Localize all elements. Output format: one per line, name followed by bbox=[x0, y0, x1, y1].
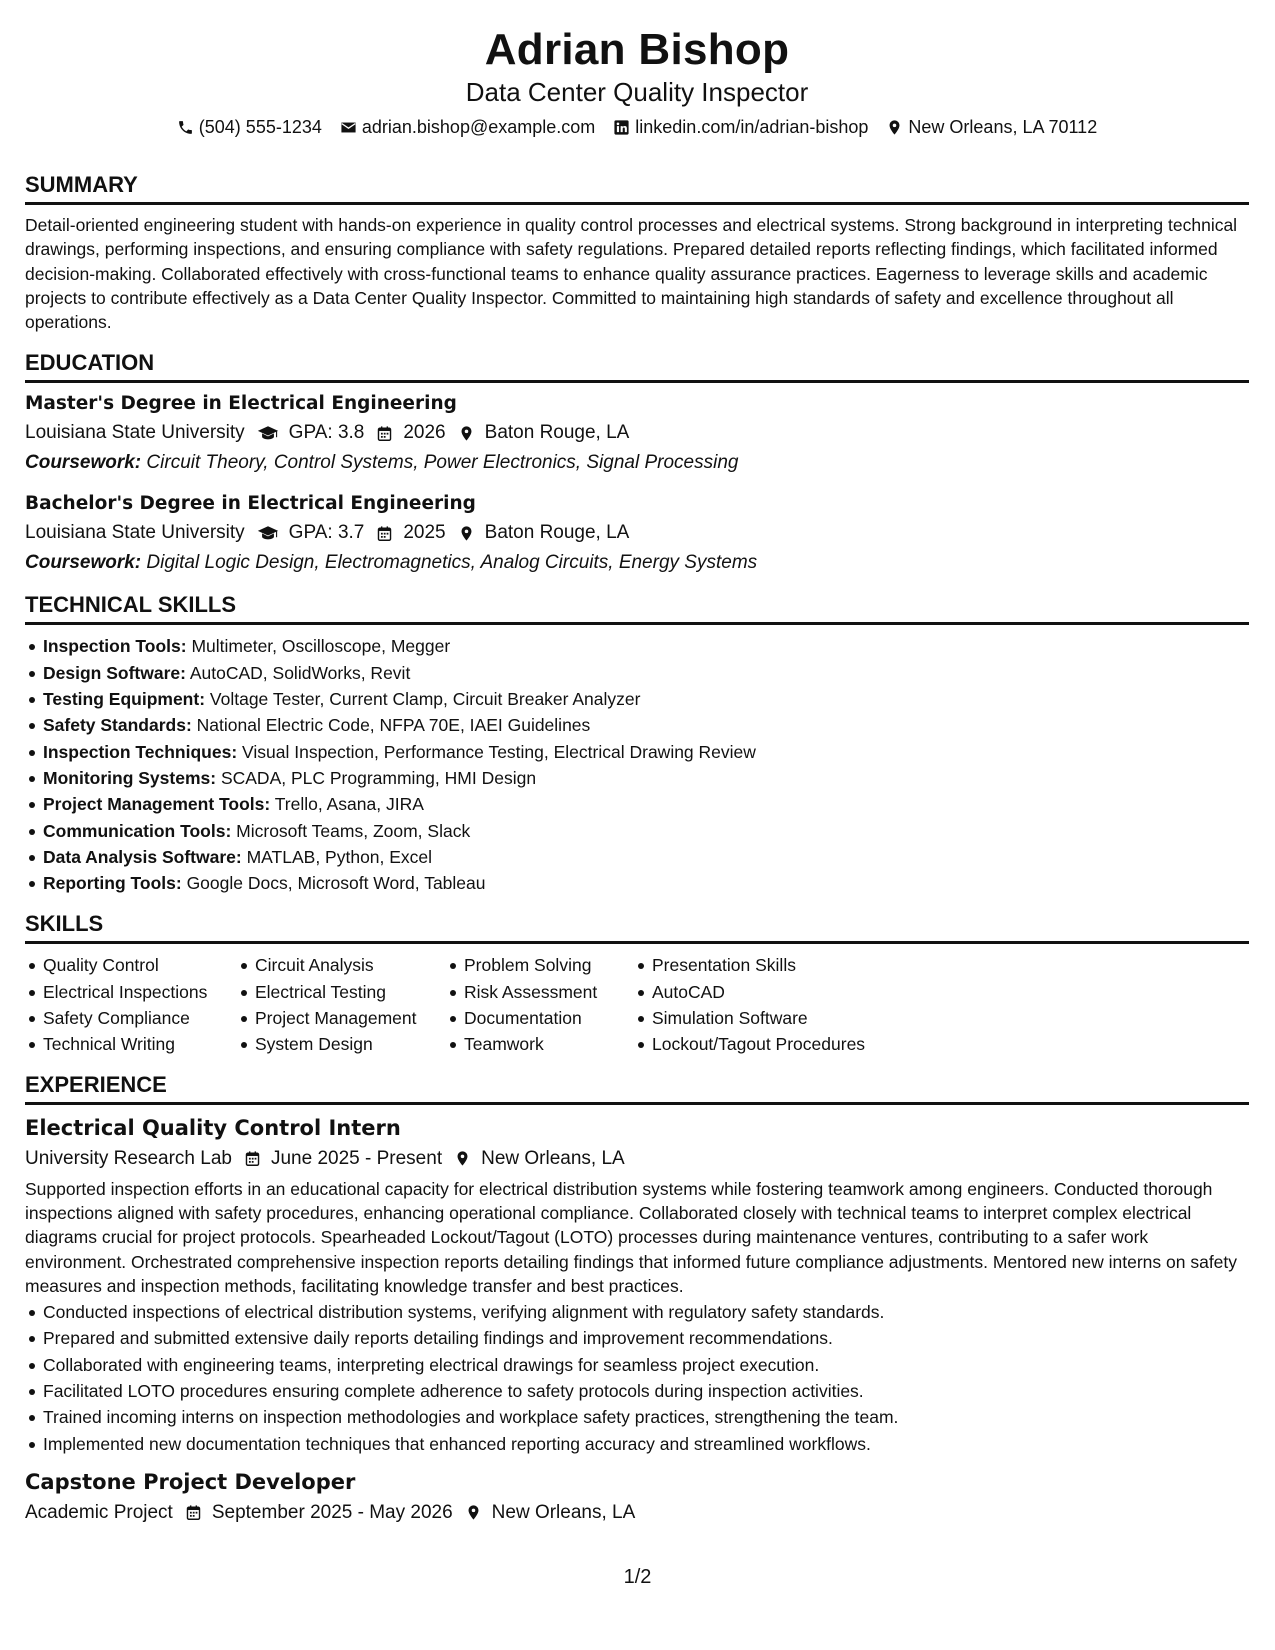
list-item: Risk Assessment bbox=[446, 979, 634, 1005]
school-location: Baton Rouge, LA bbox=[484, 422, 630, 444]
summary-section bbox=[25, 171, 1249, 334]
job-location: New Orleans, LA bbox=[481, 1147, 625, 1169]
list-item: Presentation Skills bbox=[634, 952, 914, 978]
job-meta bbox=[25, 1497, 1249, 1529]
list-item: Lockout/Tagout Procedures bbox=[634, 1031, 914, 1057]
phone-icon bbox=[177, 119, 194, 136]
calendar-icon bbox=[376, 525, 393, 542]
experience-heading: EXPERIENCE bbox=[25, 1071, 1249, 1105]
list-item bbox=[25, 739, 1249, 765]
coursework-label: Coursework: bbox=[25, 552, 142, 574]
graduation-year: 2025 bbox=[403, 522, 446, 544]
list-item bbox=[25, 844, 1249, 870]
job-title: Capstone Project Developer bbox=[25, 1469, 356, 1494]
map-pin-icon bbox=[454, 1150, 471, 1167]
list-item bbox=[25, 633, 1249, 659]
list-item bbox=[25, 660, 1249, 686]
contact-phone bbox=[177, 114, 322, 140]
skill-values: Microsoft Teams, Zoom, Slack bbox=[236, 820, 471, 841]
skills-column bbox=[25, 952, 237, 1057]
skill-values: Multimeter, Oscilloscope, Megger bbox=[191, 636, 451, 657]
linkedin-link[interactable]: linkedin.com/in/adrian-bishop bbox=[635, 117, 869, 137]
skills-section bbox=[25, 910, 1249, 1057]
skill-values: MATLAB, Python, Excel bbox=[246, 846, 433, 867]
contact-linkedin[interactable] bbox=[613, 114, 868, 140]
list-item: Prepared and submitted extensive daily reports detailing findings and improvement recommendations. bbox=[25, 1325, 1249, 1351]
coursework-line bbox=[25, 449, 1249, 477]
school-name: Louisiana State University bbox=[25, 422, 245, 444]
graduation-year: 2026 bbox=[403, 422, 446, 444]
technical-skills-section bbox=[25, 591, 1249, 896]
list-item: AutoCAD bbox=[634, 979, 914, 1005]
skills-grid bbox=[25, 952, 1249, 1057]
graduation-cap-icon bbox=[257, 424, 279, 442]
summary-text: Detail-oriented engineering student with hands-on experience in quality control processes and electrical systems. Strong background in interpreting technical drawings, performing inspections, and ensuring compliance with safety regulations. Prepared detailed reports reflecting findings, which facilitated informed decision-making. Collaborated effectively with cross-functional teams to enhance quality assurance practices. Eagerness to leverage skills and academic projects to contribute effectively as a Data Center Quality Inspector. Committed to maintaining high standards of safety and excellence throughout all operations. bbox=[25, 215, 1238, 333]
gpa-text: GPA: 3.7 bbox=[288, 522, 365, 544]
calendar-icon bbox=[244, 1150, 261, 1167]
list-item: Circuit Analysis bbox=[237, 952, 446, 978]
map-pin-icon bbox=[886, 119, 903, 136]
education-meta bbox=[25, 417, 1249, 449]
degree-title: Master's Degree in Electrical Engineering bbox=[25, 393, 457, 415]
skill-values: Voltage Tester, Current Clamp, Circuit Breaker Analyzer bbox=[209, 689, 641, 710]
candidate-title: Data Center Quality Inspector bbox=[465, 77, 809, 107]
skill-category: Reporting Tools: bbox=[43, 873, 182, 894]
skill-category: Testing Equipment: bbox=[43, 689, 206, 710]
skill-category: Monitoring Systems: bbox=[43, 767, 217, 788]
skill-values: Trello, Asana, JIRA bbox=[274, 794, 424, 815]
phone-text: (504) 555-1234 bbox=[198, 117, 322, 137]
summary-heading: SUMMARY bbox=[25, 171, 1249, 205]
education-entry bbox=[25, 391, 1249, 477]
skill-category: Design Software: bbox=[43, 662, 186, 683]
coursework-label: Coursework: bbox=[25, 452, 142, 474]
job-location: New Orleans, LA bbox=[491, 1501, 636, 1523]
page-number: 1/2 bbox=[623, 1566, 652, 1588]
job-description: Supported inspection efforts in an educational capacity for electrical distribution systems while fostering teamwork among engineers. Conducted thorough inspections aligned with safety procedures, enhancing operational compliance. Collaborated closely with technical teams to interpret complex electrical diagrams crucial for project protocols. Spearheaded Lockout/Tagout (LOTO) processes during maintenance ventures, contributing to a safer work environment. Orchestrated comprehensive inspection reports detailing findings that informed future compliance adjustments. Mentored new interns on safety measures and inspection methods, facilitating knowledge transfer and best practices. bbox=[25, 1178, 1238, 1296]
map-pin-icon bbox=[458, 525, 475, 542]
list-item: Electrical Inspections bbox=[25, 979, 237, 1005]
list-item: Electrical Testing bbox=[237, 979, 446, 1005]
school-location: Baton Rouge, LA bbox=[484, 522, 630, 544]
list-item: Safety Compliance bbox=[25, 1005, 237, 1031]
coursework-line bbox=[25, 549, 1249, 577]
skills-heading: SKILLS bbox=[25, 910, 1249, 944]
degree-title: Bachelor's Degree in Electrical Engineering bbox=[25, 493, 476, 515]
skill-values: SCADA, PLC Programming, HMI Design bbox=[220, 767, 537, 788]
skill-category: Inspection Tools: bbox=[43, 636, 187, 657]
gpa-text: GPA: 3.8 bbox=[288, 422, 365, 444]
school-name: Louisiana State University bbox=[25, 522, 245, 544]
skill-category: Inspection Techniques: bbox=[43, 741, 238, 762]
technical-skills-heading: TECHNICAL SKILLS bbox=[25, 591, 1249, 625]
skill-category: Data Analysis Software: bbox=[43, 846, 242, 867]
job-entry bbox=[25, 1113, 1249, 1457]
skill-category: Project Management Tools: bbox=[43, 794, 271, 815]
list-item: Quality Control bbox=[25, 952, 237, 978]
coursework-list: Digital Logic Design, Electromagnetics, Analog Circuits, Energy Systems bbox=[146, 552, 758, 574]
list-item bbox=[25, 712, 1249, 738]
email-link[interactable]: adrian.bishop@example.com bbox=[361, 117, 596, 137]
list-item: Project Management bbox=[237, 1005, 446, 1031]
list-item: Collaborated with engineering teams, interpreting electrical drawings for seamless project execution. bbox=[25, 1352, 1249, 1378]
skill-category: Safety Standards: bbox=[43, 715, 192, 736]
list-item: Conducted inspections of electrical distribution systems, verifying alignment with regulatory safety standards. bbox=[25, 1299, 1249, 1325]
education-entry bbox=[25, 491, 1249, 577]
list-item bbox=[25, 870, 1249, 896]
list-item: Trained incoming interns on inspection methodologies and workplace safety practices, strengthening the team. bbox=[25, 1404, 1249, 1430]
list-item: Teamwork bbox=[446, 1031, 634, 1057]
job-bullets bbox=[25, 1299, 1249, 1457]
resume-page bbox=[25, 24, 1249, 1529]
skill-values: National Electric Code, NFPA 70E, IAEI Guidelines bbox=[196, 715, 591, 736]
resume-header bbox=[25, 24, 1249, 140]
job-org: Academic Project bbox=[25, 1501, 173, 1523]
skill-values: AutoCAD, SolidWorks, Revit bbox=[189, 662, 411, 683]
skill-values: Visual Inspection, Performance Testing, Electrical Drawing Review bbox=[242, 741, 756, 762]
list-item bbox=[25, 765, 1249, 791]
contact-bar bbox=[25, 114, 1249, 140]
job-meta bbox=[25, 1143, 1249, 1175]
experience-section bbox=[25, 1071, 1249, 1529]
contact-email[interactable] bbox=[340, 114, 595, 140]
linkedin-icon bbox=[613, 119, 630, 136]
coursework-list: Circuit Theory, Control Systems, Power Electronics, Signal Processing bbox=[146, 452, 739, 474]
job-entry bbox=[25, 1467, 1249, 1529]
skill-category: Communication Tools: bbox=[43, 820, 232, 841]
list-item bbox=[25, 818, 1249, 844]
list-item bbox=[25, 686, 1249, 712]
job-dates: September 2025 - May 2026 bbox=[211, 1501, 453, 1523]
list-item: Facilitated LOTO procedures ensuring complete adherence to safety protocols during inspection activities. bbox=[25, 1378, 1249, 1404]
list-item: Problem Solving bbox=[446, 952, 634, 978]
education-meta bbox=[25, 517, 1249, 549]
map-pin-icon bbox=[458, 425, 475, 442]
job-dates: June 2025 - Present bbox=[270, 1147, 443, 1169]
map-pin-icon bbox=[465, 1504, 482, 1521]
envelope-icon bbox=[340, 119, 357, 136]
list-item: Documentation bbox=[446, 1005, 634, 1031]
list-item: Implemented new documentation techniques that enhanced reporting accuracy and streamlined workflows. bbox=[25, 1431, 1249, 1457]
skills-column bbox=[634, 952, 914, 1057]
job-org: University Research Lab bbox=[25, 1147, 232, 1169]
contact-location bbox=[886, 114, 1097, 140]
graduation-cap-icon bbox=[257, 524, 279, 542]
calendar-icon bbox=[185, 1504, 202, 1521]
skills-column bbox=[237, 952, 446, 1057]
list-item: Simulation Software bbox=[634, 1005, 914, 1031]
list-item: System Design bbox=[237, 1031, 446, 1057]
skills-column bbox=[446, 952, 634, 1057]
calendar-icon bbox=[376, 425, 393, 442]
education-section bbox=[25, 349, 1249, 577]
list-item bbox=[25, 791, 1249, 817]
candidate-name: Adrian Bishop bbox=[484, 25, 790, 74]
location-text: New Orleans, LA 70112 bbox=[908, 117, 1098, 137]
technical-skills-list bbox=[25, 633, 1249, 896]
job-title: Electrical Quality Control Intern bbox=[25, 1115, 401, 1140]
education-heading: EDUCATION bbox=[25, 349, 1249, 383]
skill-values: Google Docs, Microsoft Word, Tableau bbox=[186, 873, 486, 894]
list-item: Technical Writing bbox=[25, 1031, 237, 1057]
